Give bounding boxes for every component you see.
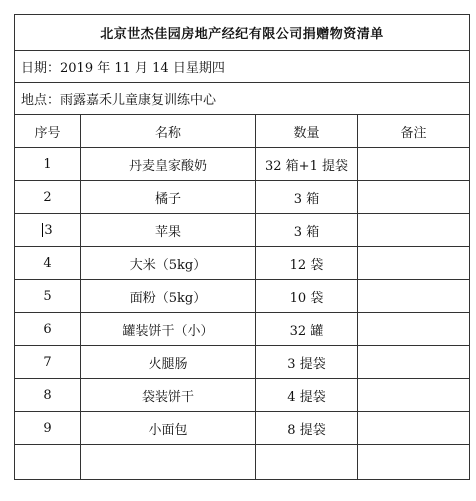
row-number: 2 [15,181,81,214]
item-quantity: 12 袋 [256,247,358,280]
item-note [358,379,470,412]
item-note [358,214,470,247]
row-number: 5 [15,280,81,313]
empty-cell[interactable] [81,445,256,480]
row-number: 9 [15,412,81,445]
column-header-number: 序号 [15,115,81,148]
item-quantity: 3 箱 [256,214,358,247]
item-name: 罐装饼干（小） [81,313,256,346]
item-name: 苹果 [81,214,256,247]
item-quantity: 32 箱+1 提袋 [256,148,358,181]
table-row [15,280,470,313]
donation-list-table [14,14,470,480]
document-title: 北京世杰佳园房地产经纪有限公司捐赠物资清单 [15,15,470,51]
item-note [358,280,470,313]
item-note [358,148,470,181]
date-line: 日期：2019 年 11 月 14 日星期四 [15,51,470,83]
item-name: 火腿肠 [81,346,256,379]
empty-table-row [15,445,470,480]
item-name: 橘子 [81,181,256,214]
empty-cell[interactable] [358,445,470,480]
table-row [15,346,470,379]
item-note [358,313,470,346]
column-header-note: 备注 [358,115,470,148]
item-quantity: 8 提袋 [256,412,358,445]
item-quantity: 3 箱 [256,181,358,214]
item-quantity: 4 提袋 [256,379,358,412]
item-quantity: 10 袋 [256,280,358,313]
location-line: 地点：雨露嘉禾儿童康复训练中心 [15,83,470,115]
item-name: 袋装饼干 [81,379,256,412]
item-note [358,247,470,280]
table-header-row [15,115,470,148]
table-row [15,181,470,214]
row-number: 1 [15,148,81,181]
column-header-quantity: 数量 [256,115,358,148]
table-row [15,247,470,280]
column-header-name: 名称 [81,115,256,148]
table-row [15,214,470,247]
table-row [15,412,470,445]
row-number: 7 [15,346,81,379]
table-row [15,313,470,346]
empty-cell[interactable] [256,445,358,480]
empty-cell[interactable] [15,445,81,480]
table-row [15,148,470,181]
table-row [15,379,470,412]
row-number: 3 [44,222,53,238]
row-number-cell[interactable] [15,214,81,247]
item-note [358,346,470,379]
row-number: 4 [15,247,81,280]
item-quantity: 32 罐 [256,313,358,346]
item-note [358,412,470,445]
row-number: 8 [15,379,81,412]
item-note [358,181,470,214]
item-name: 小面包 [81,412,256,445]
item-name: 丹麦皇家酸奶 [81,148,256,181]
item-name: 大米（5kg） [81,247,256,280]
item-quantity: 3 提袋 [256,346,358,379]
row-number: 6 [15,313,81,346]
item-name: 面粉（5kg） [81,280,256,313]
